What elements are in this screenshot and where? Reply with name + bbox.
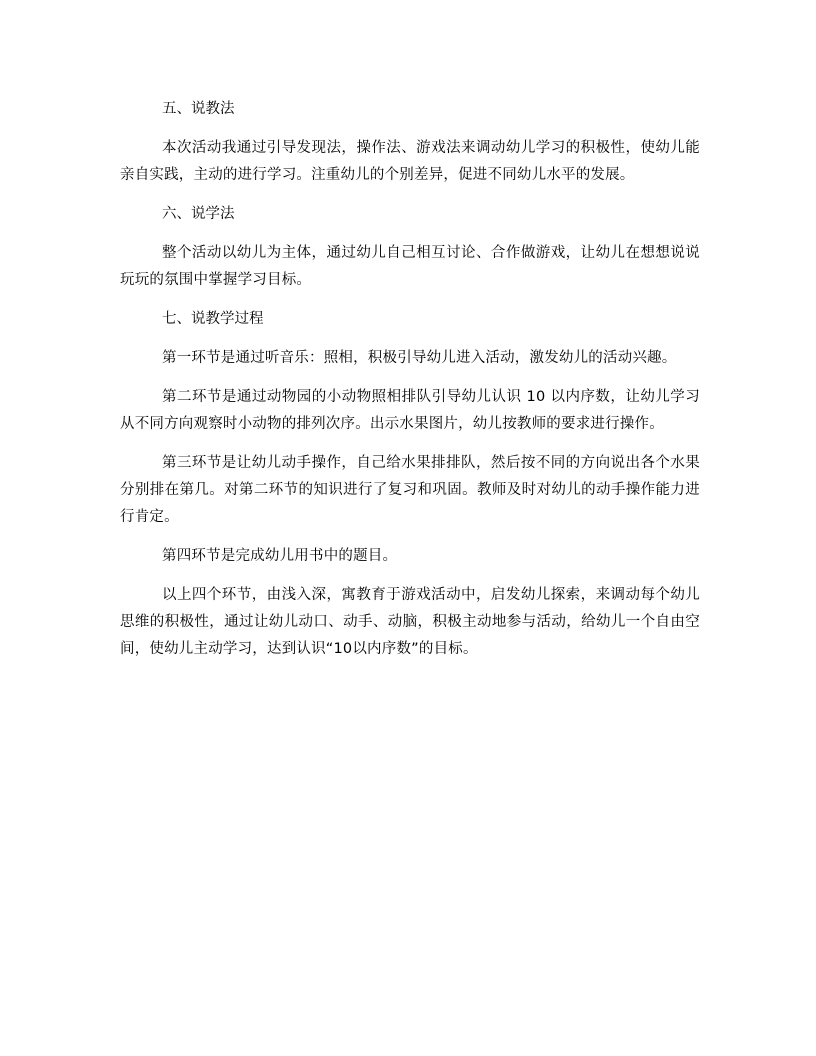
section-heading-teaching-process: 七、说教学过程 [162, 311, 264, 327]
section-heading-teaching-method: 五、说教法 [162, 101, 235, 117]
paragraph-step-four: 第四环节是完成幼儿用书中的题目。 [162, 548, 398, 564]
paragraph-teaching-method: 本次活动我通过引导发现法，操作法、游戏法来调动幼儿学习的积极性，使幼儿能亲自实践，主动的进行学习。注重幼儿的个别差异，促进不同幼儿水平的发展。 [120, 140, 700, 183]
paragraph-step-two: 第二环节是通过动物园的小动物照相排队引导幼儿认识 10 以内序数，让幼儿学习从不同方向观察时小动物的排列次序。出示水果图片，幼儿按教师的要求进行操作。 [120, 389, 700, 432]
paragraph-summary: 以上四个环节，由浅入深，寓教育于游戏活动中，启发幼儿探索，来调动每个幼儿思维的积极性，通过让幼儿动口、动手、动脑，积极主动地参与活动，给幼儿一个自由空间，使幼儿主动学习，达到认识“10以内序数”的目标。 [120, 587, 700, 657]
paragraph-step-three: 第三环节是让幼儿动手操作，自己给水果排排队，然后按不同的方向说出各个水果分别排在第几。对第二环节的知识进行了复习和巩固。教师及时对幼儿的动手操作能力进行肯定。 [120, 455, 700, 525]
paragraph-step-one: 第一环节是通过听音乐：照相，积极引导幼儿进入活动，激发幼儿的活动兴趣。 [162, 350, 677, 366]
paragraph-learning-method: 整个活动以幼儿为主体，通过幼儿自己相互讨论、合作做游戏，让幼儿在想想说说玩玩的氛围中掌握学习目标。 [120, 245, 700, 288]
document-body [120, 96, 700, 663]
section-heading-learning-method: 六、说学法 [162, 206, 235, 222]
